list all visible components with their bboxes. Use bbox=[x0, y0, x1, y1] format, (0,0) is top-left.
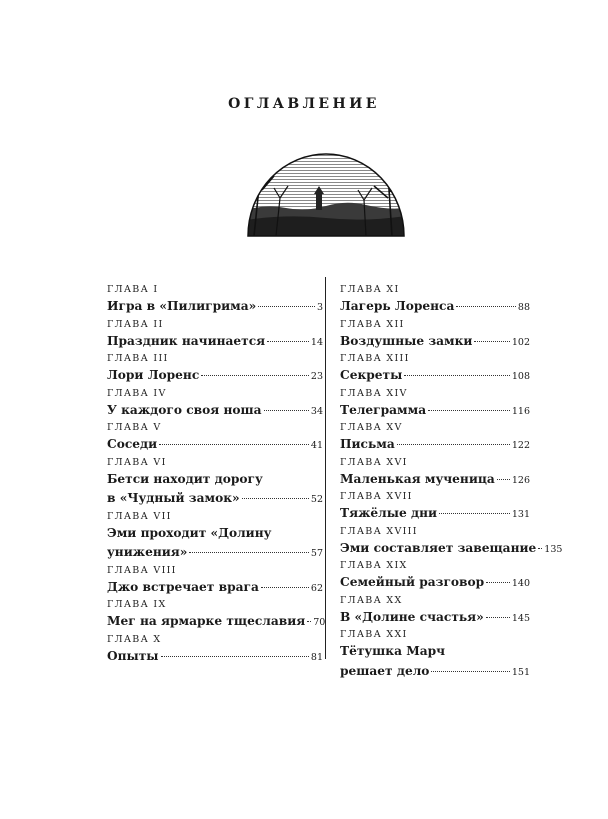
dot-leader bbox=[404, 375, 510, 376]
page-number: 57 bbox=[310, 548, 323, 559]
page-number: 14 bbox=[310, 336, 323, 348]
toc-entry bbox=[107, 317, 323, 352]
chapter-label: ГЛАВА II bbox=[107, 318, 164, 330]
chapter-label: ГЛАВА VI bbox=[107, 456, 167, 468]
toc-entry bbox=[107, 509, 323, 563]
page-number: 131 bbox=[511, 509, 530, 520]
chapter-label: ГЛАВА V bbox=[107, 422, 162, 433]
chapter-title: Секреты bbox=[340, 368, 403, 382]
toc-entry bbox=[340, 420, 530, 455]
chapter-label: ГЛАВА XXI bbox=[340, 629, 408, 640]
toc-right-column bbox=[340, 282, 563, 681]
dot-leader bbox=[307, 621, 311, 622]
chapter-title: Джо встречает врага bbox=[107, 579, 259, 594]
dot-leader bbox=[538, 548, 542, 549]
page-number: 116 bbox=[511, 405, 530, 417]
toc-entry bbox=[340, 524, 563, 559]
chapter-title-line bbox=[107, 612, 326, 632]
toc-entry bbox=[107, 597, 326, 632]
chapter-title-line bbox=[107, 470, 323, 490]
column-divider bbox=[325, 277, 326, 659]
dot-leader bbox=[486, 617, 510, 618]
chapter-title-line bbox=[107, 543, 323, 563]
toc-entry bbox=[107, 351, 323, 386]
chapter-title: в «Чудный замок» bbox=[107, 491, 240, 505]
dot-leader bbox=[431, 671, 509, 672]
chapter-label: ГЛАВА I bbox=[107, 284, 159, 295]
landscape-vignette-illustration bbox=[246, 148, 406, 243]
chapter-label: ГЛАВА XIX bbox=[340, 560, 408, 571]
page-number: 151 bbox=[511, 666, 530, 678]
chapter-label: ГЛАВА XVIII bbox=[340, 525, 418, 537]
toc-left-column bbox=[107, 282, 326, 666]
page-number: 41 bbox=[310, 440, 323, 451]
page-number: 34 bbox=[310, 405, 323, 417]
page-number: 102 bbox=[511, 336, 530, 348]
chapter-label: ГЛАВА VIII bbox=[107, 564, 177, 576]
chapter-title: Воздушные замки bbox=[340, 333, 473, 348]
chapter-title-line bbox=[340, 297, 530, 317]
chapter-title-line bbox=[107, 489, 323, 509]
page-number: 135 bbox=[544, 543, 563, 555]
chapter-title: Игра в «Пилигрима» bbox=[107, 299, 257, 313]
dot-leader bbox=[261, 587, 309, 588]
page-number: 145 bbox=[511, 612, 530, 624]
dot-leader bbox=[428, 410, 510, 411]
chapter-title-line bbox=[107, 647, 323, 667]
chapter-title: Эми составляет завещание bbox=[340, 540, 537, 555]
chapter-label: ГЛАВА IV bbox=[107, 387, 167, 399]
toc-entry bbox=[340, 351, 530, 386]
chapter-title-line bbox=[340, 366, 530, 386]
dot-leader bbox=[258, 306, 315, 307]
chapter-label: ГЛАВА XIV bbox=[340, 387, 408, 399]
chapter-title: Телеграмма bbox=[340, 402, 427, 417]
chapter-label: ГЛАВА X bbox=[107, 633, 162, 645]
page-number: 81 bbox=[310, 651, 323, 663]
toc-entry bbox=[340, 627, 530, 681]
toc-entry bbox=[107, 386, 323, 421]
page-number: 62 bbox=[310, 582, 323, 594]
dot-leader bbox=[486, 582, 510, 583]
page-number: 88 bbox=[517, 302, 530, 313]
chapter-title-line bbox=[340, 539, 563, 559]
chapter-label: ГЛАВА VII bbox=[107, 510, 172, 522]
chapter-title: Мег на ярмарке тщеславия bbox=[107, 614, 306, 628]
chapter-label: ГЛАВА XII bbox=[340, 318, 405, 330]
chapter-title-line bbox=[340, 470, 530, 490]
chapter-title: Праздник начинается bbox=[107, 333, 266, 348]
chapter-title: Тётушка Марч bbox=[340, 644, 446, 658]
chapter-title-line bbox=[340, 642, 530, 662]
page-number: 52 bbox=[310, 494, 323, 505]
chapter-title-line bbox=[340, 608, 530, 628]
chapter-label: ГЛАВА III bbox=[107, 353, 169, 364]
toc-entry bbox=[107, 455, 323, 509]
dot-leader bbox=[267, 341, 309, 342]
page-title: ОГЛАВЛЕНИЕ bbox=[228, 96, 380, 112]
chapter-title: Опыты bbox=[107, 648, 159, 663]
toc-entry bbox=[340, 317, 530, 352]
chapter-title-line bbox=[340, 332, 530, 352]
chapter-title: Эми проходит «Долину bbox=[107, 525, 272, 540]
chapter-title-line bbox=[107, 578, 323, 598]
chapter-label: ГЛАВА XVI bbox=[340, 456, 408, 468]
dot-leader bbox=[161, 656, 309, 657]
page-number: 122 bbox=[511, 440, 530, 451]
chapter-title: Соседи bbox=[107, 437, 158, 451]
dot-leader bbox=[456, 306, 516, 307]
chapter-title-line bbox=[340, 435, 530, 455]
chapter-title-line bbox=[107, 524, 323, 544]
page-number: 70 bbox=[313, 617, 326, 628]
toc-entry bbox=[107, 282, 323, 317]
chapter-title-line bbox=[107, 366, 323, 386]
page-number: 140 bbox=[511, 578, 530, 589]
chapter-title: Лагерь Лоренса bbox=[340, 299, 455, 313]
chapter-title-line bbox=[107, 435, 323, 455]
toc-entry bbox=[340, 489, 530, 524]
chapter-label: ГЛАВА XI bbox=[340, 284, 400, 295]
dot-leader bbox=[264, 410, 309, 411]
dot-leader bbox=[242, 498, 309, 499]
chapter-label: ГЛАВА XX bbox=[340, 594, 403, 606]
toc-entry bbox=[107, 420, 323, 455]
chapter-title: Тяжёлые дни bbox=[340, 506, 438, 520]
dot-leader bbox=[189, 552, 309, 553]
page-number: 126 bbox=[511, 474, 530, 486]
dot-leader bbox=[201, 375, 309, 376]
dot-leader bbox=[397, 444, 510, 445]
dot-leader bbox=[474, 341, 509, 342]
toc-entry bbox=[340, 455, 530, 490]
dot-leader bbox=[439, 513, 510, 514]
page-number: 3 bbox=[316, 302, 323, 313]
chapter-label: ГЛАВА IX bbox=[107, 599, 167, 610]
toc-entry bbox=[340, 386, 530, 421]
chapter-title-line bbox=[340, 573, 530, 593]
toc-entry bbox=[107, 632, 323, 667]
chapter-title-line bbox=[107, 332, 323, 352]
chapter-title: У каждого своя ноша bbox=[107, 402, 262, 417]
chapter-title-line bbox=[107, 401, 323, 421]
toc-entry bbox=[107, 563, 323, 598]
toc-entry bbox=[340, 593, 530, 628]
chapter-title: Бетси находит дорогу bbox=[107, 471, 263, 486]
chapter-title-line bbox=[340, 401, 530, 421]
chapter-title-line bbox=[107, 297, 323, 317]
chapter-title: Маленькая мученица bbox=[340, 471, 495, 486]
page-number: 23 bbox=[310, 371, 323, 382]
chapter-title: В «Долине счастья» bbox=[340, 609, 484, 624]
chapter-title-line bbox=[340, 662, 530, 682]
chapter-title: решает дело bbox=[340, 663, 430, 678]
toc-entry bbox=[340, 282, 530, 317]
chapter-label: ГЛАВА XIII bbox=[340, 353, 410, 364]
chapter-label: ГЛАВА XVII bbox=[340, 491, 413, 502]
dot-leader bbox=[497, 479, 510, 480]
chapter-title: Письма bbox=[340, 437, 395, 451]
toc-entry bbox=[340, 558, 530, 593]
page-number: 108 bbox=[511, 371, 530, 382]
chapter-title-line bbox=[340, 504, 530, 524]
dot-leader bbox=[159, 444, 309, 445]
chapter-title: Лори Лоренс bbox=[107, 368, 200, 382]
chapter-title: унижения» bbox=[107, 545, 188, 559]
chapter-label: ГЛАВА XV bbox=[340, 422, 403, 433]
chapter-title: Семейный разговор bbox=[340, 575, 485, 589]
